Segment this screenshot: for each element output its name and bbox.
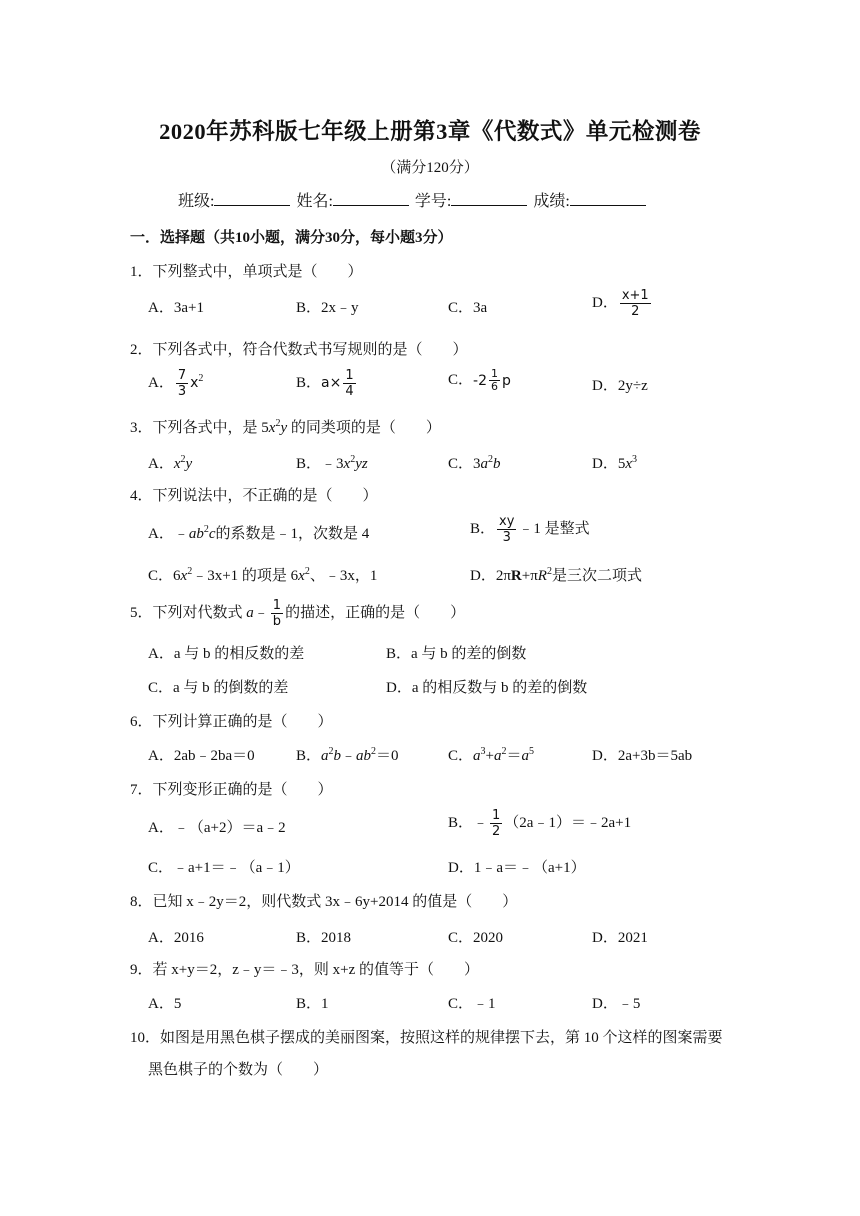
q5-stem-prefix: 5．下列对代数式 <box>130 604 247 621</box>
q7-option-d: D．1﹣a＝﹣（a+1） <box>448 860 586 876</box>
q4-c-middle: ﹣3x+1 的项是 6 <box>192 568 299 584</box>
class-label: 班级: <box>178 193 215 210</box>
q4-d-suffix: 是三次二项式 <box>551 568 642 584</box>
q9-option-c: C．﹣1 <box>448 996 496 1012</box>
q6-option-d: D．2a+3b＝5ab <box>592 748 693 764</box>
q7-b-fraction <box>490 808 502 839</box>
q1-d-label: D． <box>592 294 618 311</box>
q4-b-suffix: ﹣1 是整式 <box>518 520 590 537</box>
q3-option-c: C．$3a^2b$ <box>448 454 501 472</box>
id-blank <box>451 191 527 206</box>
q7-option-a: A．﹣（a+2）＝a﹣2 <box>148 820 286 836</box>
q1-option-c: C．3a <box>448 300 488 316</box>
q2-b-fraction <box>343 368 355 399</box>
question-6-stem: 6．下列计算正确的是（ ） <box>130 714 333 730</box>
question-4-stem: 4．下列说法中，不正确的是（ ） <box>130 488 378 504</box>
question-3-stem: 3．下列各式中，是 $5x^2y$ 的同类项的是（ ） <box>130 418 441 436</box>
section-heading: 一．选择题（共10小题，满分30分，每小题3分） <box>130 230 453 246</box>
q4-b-denominator: 3 <box>502 530 511 545</box>
q4-option-c: C．$6x^2﹣3x+1$ 的项是 $6x^2$、﹣3x，1 <box>148 566 378 584</box>
q7-b-denominator: 2 <box>492 824 501 839</box>
q8-option-b: B．2018 <box>296 930 352 946</box>
q8-option-c: C．2020 <box>448 930 504 946</box>
q2-option-a: A． $\frac{7}{3}$ $x^2$ <box>148 368 204 399</box>
q3-option-b: B．$﹣3x^2yz$ <box>296 454 368 472</box>
q4-c-suffix: 、﹣3x，1 <box>309 568 378 584</box>
q9-option-d: D．﹣5 <box>592 996 641 1012</box>
q7-option-b <box>448 808 631 839</box>
q6-c-label: C． <box>448 748 474 764</box>
q8-option-a: A．2016 <box>148 930 204 946</box>
q2-b-denominator: 4 <box>345 384 354 399</box>
q2-c-mixed-number <box>473 368 511 393</box>
id-label: 学号: <box>414 193 452 210</box>
q3-stem-suffix: 的同类项的是（ ） <box>287 420 441 436</box>
q6-option-b: B．$a^2b﹣ab^2=0$ <box>296 746 399 764</box>
name-label: 姓名: <box>296 193 333 210</box>
q2-b-prefix: a× <box>321 374 342 391</box>
q1-d-numerator: x+1 <box>621 288 649 303</box>
q2-a-label: A． <box>148 374 174 391</box>
q5-numerator: 1 <box>272 598 282 613</box>
class-blank <box>214 191 290 206</box>
q5-option-d: D．a 的相反数与 b 的差的倒数 <box>386 680 588 696</box>
q4-c-prefix: C．6 <box>148 568 181 584</box>
question-1-stem: 1．下列整式中，单项式是（ ） <box>130 264 363 280</box>
q2-c-variable: p <box>501 372 511 389</box>
q2-c-numerator: 1 <box>490 367 498 381</box>
q5-stem-suffix: 的描述，正确的是（ ） <box>285 604 466 621</box>
q2-a-numerator: 7 <box>177 368 187 383</box>
q2-option-c <box>448 368 511 393</box>
q2-option-d: D．2y÷z <box>592 378 648 394</box>
question-2-stem: 2．下列各式中，符合代数式书写规则的是（ ） <box>130 342 468 358</box>
q5-option-c: C．a 与 b 的倒数的差 <box>148 680 289 696</box>
q3-d-label: D．5 <box>592 456 626 472</box>
q2-a-fraction <box>176 368 188 399</box>
q3-option-a: A．$x^2y$ <box>148 454 193 472</box>
q1-d-denominator: 2 <box>631 304 640 319</box>
q2-a-denominator: 3 <box>177 384 187 399</box>
question-5-stem: 5．下列对代数式 a﹣ $\frac{1}{b}$ 的描述，正确的是（ ） <box>130 598 466 629</box>
q4-option-b <box>470 514 590 545</box>
q4-option-d: D．$2\pi R+\pi R^2$是三次二项式 <box>470 566 642 584</box>
q2-option-b <box>296 368 358 399</box>
q2-c-denominator: 6 <box>490 380 498 394</box>
q5-option-a: A．a 与 b 的相反数的差 <box>148 646 305 662</box>
q4-a-prefix: A．﹣ <box>148 526 189 542</box>
q2-b-label: B． <box>296 374 322 391</box>
q1-option-d <box>592 288 653 319</box>
q3-stem-prefix: 3．下列各式中，是 5 <box>130 420 269 436</box>
question-8-stem: 8．已知 x﹣2y＝2，则代数式 3x﹣6y+2014 的值是（ ） <box>130 894 518 910</box>
q7-b-suffix: （2a﹣1）＝﹣2a+1 <box>504 814 632 831</box>
score-blank <box>570 191 646 206</box>
score-label: 成绩: <box>533 193 570 210</box>
q3-a-label: A． <box>148 456 174 472</box>
question-10-stem-line1: 10．如图是用黑色棋子摆成的美丽图案，按照这样的规律摆下去，第 10 个这样的图案需要 <box>130 1030 723 1046</box>
page-subtitle: （满分120分） <box>381 160 479 176</box>
q3-option-d: D．$5x^3$ <box>592 454 638 472</box>
q4-b-label: B． <box>470 520 496 537</box>
question-7-stem: 7．下列变形正确的是（ ） <box>130 782 333 798</box>
q7-option-c: C．﹣a+1＝﹣（a﹣1） <box>148 860 300 876</box>
q4-option-a: A．$﹣ab^2c$的系数是﹣1，次数是 4 <box>148 524 370 542</box>
q5-stem-fraction <box>271 598 283 629</box>
q4-b-fraction <box>497 514 516 545</box>
q4-d-prefix: D．2π <box>470 568 511 584</box>
q6-b-label: B． <box>296 748 322 764</box>
q2-c-label: C． <box>448 372 474 388</box>
question-10-stem-line2: 黑色棋子的个数为（ ） <box>148 1062 329 1078</box>
q1-d-fraction <box>620 288 651 319</box>
q4-b-numerator: xy <box>499 514 515 529</box>
q1-option-a: A．3a+1 <box>148 300 204 316</box>
q3-c-label: C．3 <box>448 456 481 472</box>
q6-option-c: C．$a^3+a^2=a^5$ <box>448 746 534 764</box>
q9-option-a: A．5 <box>148 996 182 1012</box>
q5-denominator: b <box>272 614 282 629</box>
q1-option-b: B．2x﹣y <box>296 300 359 316</box>
question-9-stem: 9．若 x+y＝2，z﹣y＝﹣3，则 x+z 的值等于（ ） <box>130 962 479 978</box>
q5-option-b: B．a 与 b 的差的倒数 <box>386 646 527 662</box>
q3-b-label: B．﹣3 <box>296 456 344 472</box>
q2-b-numerator: 1 <box>345 368 354 383</box>
student-info-row <box>178 188 648 211</box>
q6-option-a: A．2ab﹣2ba＝0 <box>148 748 255 764</box>
q9-option-b: B．1 <box>296 996 329 1012</box>
q2-c-whole: -2 <box>473 372 487 389</box>
q7-b-numerator: 1 <box>492 808 501 823</box>
page-title: 2020年苏科版七年级上册第3章《代数式》单元检测卷 <box>159 119 701 144</box>
q5-stem-minus: ﹣ <box>253 604 269 621</box>
q2-a-variable: x <box>190 374 199 391</box>
name-blank <box>333 191 409 206</box>
q8-option-d: D．2021 <box>592 930 648 946</box>
q4-a-suffix: 的系数是﹣1，次数是 4 <box>215 526 370 542</box>
q7-b-label: B．﹣ <box>448 814 489 831</box>
